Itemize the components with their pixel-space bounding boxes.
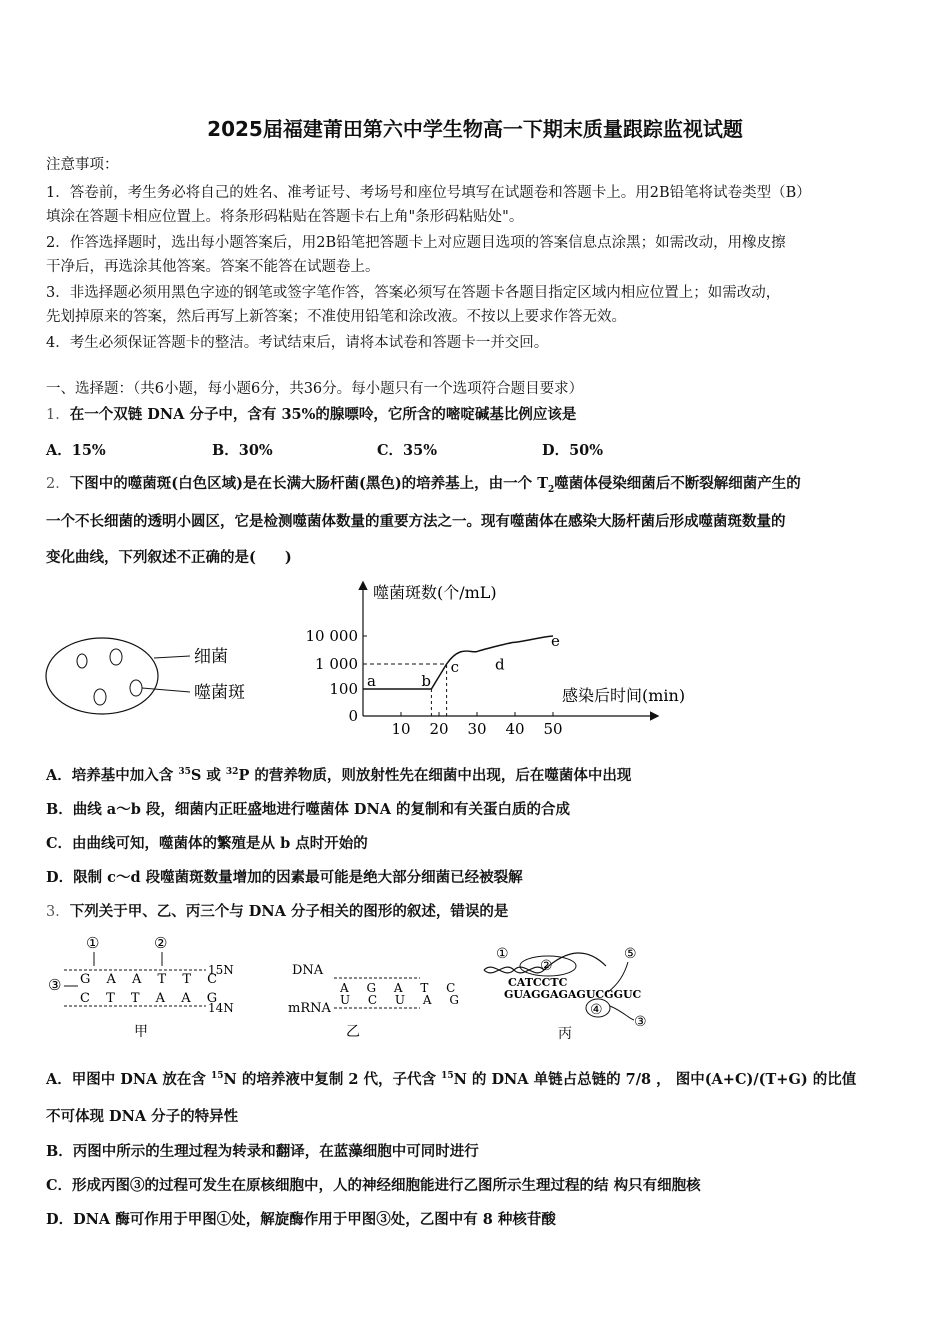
figure-yi [288, 950, 466, 1040]
q2-option-a[interactable] [46, 764, 631, 785]
plaque [77, 654, 87, 668]
mark-3: ③ [48, 976, 62, 994]
option-text: P 的营养物质，则放射性先在细菌中出现，后在噬菌体中出现 [238, 767, 632, 784]
dna-sequence: CATCCTC [508, 976, 568, 989]
n14-label: 14N [208, 1001, 234, 1015]
q2-option-b[interactable]: B．曲线 a～b 段，细菌内正旺盛地进行噬菌体 DNA 的复制和有关蛋白质的合成 [46, 801, 571, 818]
q3-option-c[interactable]: C．形成丙图③的过程可发生在原核细胞中，人的神经细胞能进行乙图所示生理过程的结 构只有细胞核 [46, 1177, 701, 1194]
exam-title: 2025届福建莆田第六中学生物高一下期末质量跟踪监视试题 [207, 117, 743, 141]
option-text: A．甲图中 DNA 放在含 [46, 1071, 211, 1088]
superscript: 32 [225, 767, 239, 778]
q1-option-c[interactable]: C．35% [377, 442, 437, 459]
label-plaque: 噬菌斑 [194, 683, 245, 703]
superscript: 15 [441, 1071, 454, 1082]
mark-2: ② [154, 934, 168, 952]
section-heading: 一、选择题：（共6小题，每小题6分，共36分。每小题只有一个选项符合题目要求） [46, 381, 584, 397]
dna-label: DNA [292, 963, 324, 978]
label-bacteria: 细菌 [194, 647, 228, 667]
mark-1: ① [86, 934, 100, 952]
x-tick-label: 10 [391, 720, 411, 738]
mark-4: ④ [590, 1002, 603, 1018]
plaque [130, 680, 142, 696]
point-label-c: c [450, 658, 460, 676]
y-tick-label: 10 000 [305, 627, 358, 645]
y-tick-label: 100 [329, 680, 358, 698]
dna-bases: A G A T C [340, 981, 463, 995]
q1-option-d[interactable]: D．50% [542, 442, 604, 459]
mark-1: ① [496, 946, 509, 962]
plaque [94, 689, 106, 705]
superscript: 35 [178, 767, 191, 778]
figure-label: 甲 [134, 1024, 148, 1040]
pointer-line [142, 688, 190, 692]
q2-option-c[interactable]: C．由曲线可知，噬菌体的繁殖是从 b 点时开始的 [46, 835, 368, 852]
option-text: N 的培养液中复制 2 代，子代含 [223, 1071, 442, 1088]
y-axis-label: 噬菌斑数(个/mL) [373, 583, 497, 602]
q3-option-a[interactable] [46, 1068, 856, 1089]
point-label-e: e [551, 632, 560, 650]
point-label-a: a [367, 672, 376, 690]
bottom-bases: C T T A A G [80, 991, 224, 1006]
question-2-stem-line2: 一个不长细菌的透明小圆区，它是检测噬菌体数量的重要方法之一。现有噬菌体在感染大肠杆菌后形成噬菌斑数量的 [46, 513, 786, 530]
option-text: A．培养基中加入含 [46, 767, 179, 784]
notice-line: 3．非选择题必须用黑色字迹的钢笔或签字笔作答，答案必须写在答题卡各题目指定区域内相应位置上；如需改动， [46, 285, 781, 301]
dna-loop [544, 953, 606, 970]
figure-label: 乙 [346, 1024, 360, 1040]
figure-label: 丙 [558, 1026, 572, 1042]
option-text: S 或 [190, 767, 226, 784]
notice-line: 4．考生必须保证答题卡的整洁。考试结束后，请将本试卷和答题卡一并交回。 [46, 335, 549, 351]
x-tick-label: 40 [505, 720, 525, 738]
figure-bing [478, 936, 668, 1042]
notice-line: 1．答卷前，考生务必将自己的姓名、准考证号、考场号和座位号填写在试题卷和答题卡上。用2B铅笔将试卷类型（B） [46, 185, 811, 201]
question-2-stem-line1 [46, 472, 801, 495]
subscript: 2 [548, 484, 555, 495]
y-tick-label: 0 [348, 707, 358, 725]
x-tick-label: 30 [467, 720, 487, 738]
mrna-label: mRNA [288, 1001, 331, 1016]
mark-5: ⑤ [624, 946, 637, 962]
q3-option-a-cont: 不可体现 DNA 分子的特异性 [46, 1108, 239, 1125]
question-number: 2． [46, 476, 70, 492]
question-1-stem [46, 403, 576, 424]
dish-outline [46, 638, 158, 714]
pointer-line [154, 656, 190, 658]
y-tick-label: 1 000 [315, 655, 358, 673]
superscript: 15 [210, 1071, 224, 1082]
q1-option-a[interactable]: A．15% [46, 442, 106, 459]
notice-line: 干净后，再选涂其他答案。答案不能答在试题卷上。 [46, 259, 380, 275]
mark-3: ③ [634, 1014, 647, 1030]
mark-2: ② [540, 958, 553, 974]
q1-option-b[interactable]: B．30% [212, 442, 273, 459]
stem-text: 噬菌体侵染细菌后不断裂解细菌产生的 [554, 475, 801, 492]
question-text: 下列关于甲、乙、丙三个与 DNA 分子相关的图形的叙述，错误的是 [69, 903, 509, 920]
point-label-b: b [421, 672, 432, 690]
x-tick-label: 50 [543, 720, 563, 738]
petri-dish-figure [44, 636, 274, 720]
question-2-stem-line3: 变化曲线，下列叙述不正确的是( ) [46, 549, 292, 566]
n15-label: 15N [208, 963, 234, 977]
plaque-curve-chart [300, 578, 720, 738]
question-number: 3． [46, 904, 70, 920]
top-bases: G A A T T C [80, 972, 224, 987]
option-text: N 的 DNA 单链占总链的 7/8 ， 图中(A+C)/(T+G) 的比值 [453, 1071, 857, 1088]
notice-heading: 注意事项： [46, 157, 119, 173]
notice-line: 2．作答选择题时，选出每小题答案后，用2B铅笔把答题卡上对应题目选项的答案信息点涂黑；如需改动，用橡皮擦 [46, 235, 786, 251]
mrna-sequence: GUAGGAGAGUCGGUC [504, 988, 642, 1001]
question-text: 在一个双链 DNA 分子中，含有 35%的腺嘌呤，它所含的嘧啶碱基比例应该是 [69, 406, 577, 423]
question-number: 1． [46, 407, 70, 423]
notice-line: 先划掉原来的答案，然后再写上新答案；不准使用铅笔和涂改液。不按以上要求作答无效。 [46, 309, 626, 325]
notice-line: 填涂在答题卡相应位置上。将条形码粘贴在答题卡右上角"条形码粘贴处"。 [46, 209, 524, 225]
figure-jia [46, 930, 246, 1040]
q3-option-b[interactable]: B．丙图中所示的生理过程为转录和翻译，在蓝藻细胞中可同时进行 [46, 1143, 479, 1160]
q2-option-d[interactable]: D．限制 c～d 段噬菌斑数量增加的因素最可能是绝大部分细菌已经被裂解 [46, 869, 523, 886]
mrna-bases: U C U A G [340, 993, 466, 1007]
x-tick-label: 20 [429, 720, 449, 738]
point-label-d: d [495, 655, 505, 674]
stem-text: 下图中的噬菌斑(白色区域)是在长满大肠杆菌(黑色)的培养基上，由一个 T [69, 475, 549, 492]
q3-option-d[interactable]: D．DNA 酶可作用于甲图①处，解旋酶作用于甲图③处，乙图中有 8 种核苷酸 [46, 1211, 556, 1228]
question-3-stem [46, 900, 508, 921]
plaque [110, 649, 122, 665]
peptide-chain [610, 1006, 634, 1020]
x-axis-label: 感染后时间(min) [562, 686, 686, 705]
